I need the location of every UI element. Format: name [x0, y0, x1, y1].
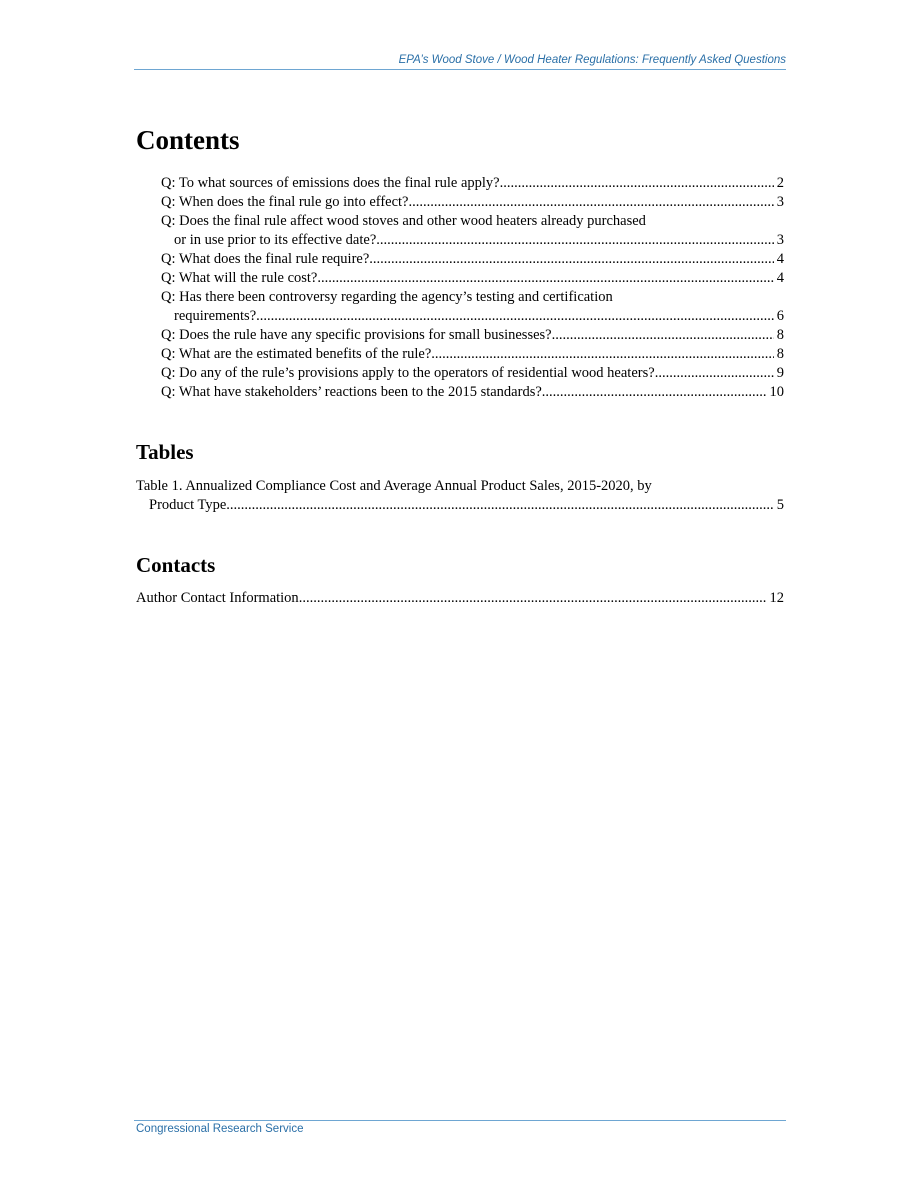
dot-leader [542, 383, 767, 402]
toc-page-number: 3 [776, 194, 784, 210]
toc-entry-benefits[interactable] [161, 345, 784, 364]
toc-entry-requirements[interactable] [161, 250, 784, 269]
toc-entry-author-contact[interactable] [136, 589, 784, 608]
toc-entry-text-line-1: Q: Has there been controversy regarding the agency’s testing and certification [161, 289, 613, 305]
toc-entry-cost[interactable] [161, 269, 784, 288]
toc-entry-effective-date[interactable] [161, 193, 784, 212]
footer-organization: Congressional Research Service [136, 1123, 304, 1135]
toc-page-number: 4 [776, 251, 784, 267]
toc-page-number: 5 [776, 497, 784, 513]
dot-leader [500, 174, 774, 193]
toc-page-number: 8 [776, 346, 784, 362]
dot-leader [655, 364, 774, 383]
toc-entry-stakeholder-reactions[interactable] [161, 383, 784, 402]
toc-page-number: 4 [776, 270, 784, 286]
toc-entry-text: Q: What are the estimated benefits of the rule? [161, 346, 432, 362]
toc-entry-text: Q: What will the rule cost? [161, 270, 318, 286]
toc-page-number: 12 [769, 590, 784, 606]
tables-title: Tables [136, 440, 194, 464]
toc-entry-sources[interactable] [161, 174, 784, 193]
header-divider [134, 69, 786, 70]
toc-page-number: 8 [776, 327, 784, 343]
toc-entry-existing-heaters[interactable] [161, 212, 784, 250]
contents-title: Contents [136, 125, 240, 155]
toc-entry-text-line-1: Table 1. Annualized Compliance Cost and Average Annual Product Sales, 2015-2020, by [136, 478, 652, 494]
toc-page-number: 6 [776, 308, 784, 324]
dot-leader [226, 496, 773, 515]
toc-entry-table-1[interactable] [136, 477, 784, 515]
toc-page-number: 2 [776, 175, 784, 191]
toc-page-number: 3 [776, 232, 784, 248]
toc-entry-controversy[interactable] [161, 288, 784, 326]
dot-leader [256, 307, 774, 326]
toc-entry-small-businesses[interactable] [161, 326, 784, 345]
dot-leader [552, 326, 774, 345]
footer-divider [134, 1120, 786, 1121]
toc-page-number: 9 [776, 365, 784, 381]
running-header-title: EPA’s Wood Stove / Wood Heater Regulations: Frequently Asked Questions [398, 54, 786, 66]
dot-leader [376, 231, 773, 250]
toc-entry-text-line-1: Q: Does the final rule affect wood stoves and other wood heaters already purchased [161, 213, 646, 229]
contents-list [161, 174, 784, 402]
toc-entry-text: Q: To what sources of emissions does the final rule apply? [161, 175, 500, 191]
toc-entry-text: Q: What does the final rule require? [161, 251, 370, 267]
dot-leader [409, 193, 774, 212]
toc-entry-text: Q: When does the final rule go into effect? [161, 194, 409, 210]
toc-entry-operators[interactable] [161, 364, 784, 383]
dot-leader [317, 269, 773, 288]
toc-entry-text: Q: Do any of the rule’s provisions apply to the operators of residential wood heaters? [161, 365, 655, 381]
toc-entry-text: requirements? [174, 308, 257, 324]
toc-entry-text: Author Contact Information [136, 590, 299, 606]
toc-entry-text: Product Type [149, 497, 227, 513]
toc-entry-text: or in use prior to its effective date? [174, 232, 377, 248]
toc-entry-text: Q: What have stakeholders’ reactions been to the 2015 standards? [161, 384, 542, 400]
contacts-title: Contacts [136, 553, 216, 577]
contacts-list [136, 589, 784, 608]
dot-leader [369, 250, 773, 269]
tables-list [136, 477, 784, 515]
dot-leader [431, 345, 773, 364]
dot-leader [299, 589, 767, 608]
toc-entry-text: Q: Does the rule have any specific provisions for small businesses? [161, 327, 552, 343]
toc-page-number: 10 [769, 384, 784, 400]
